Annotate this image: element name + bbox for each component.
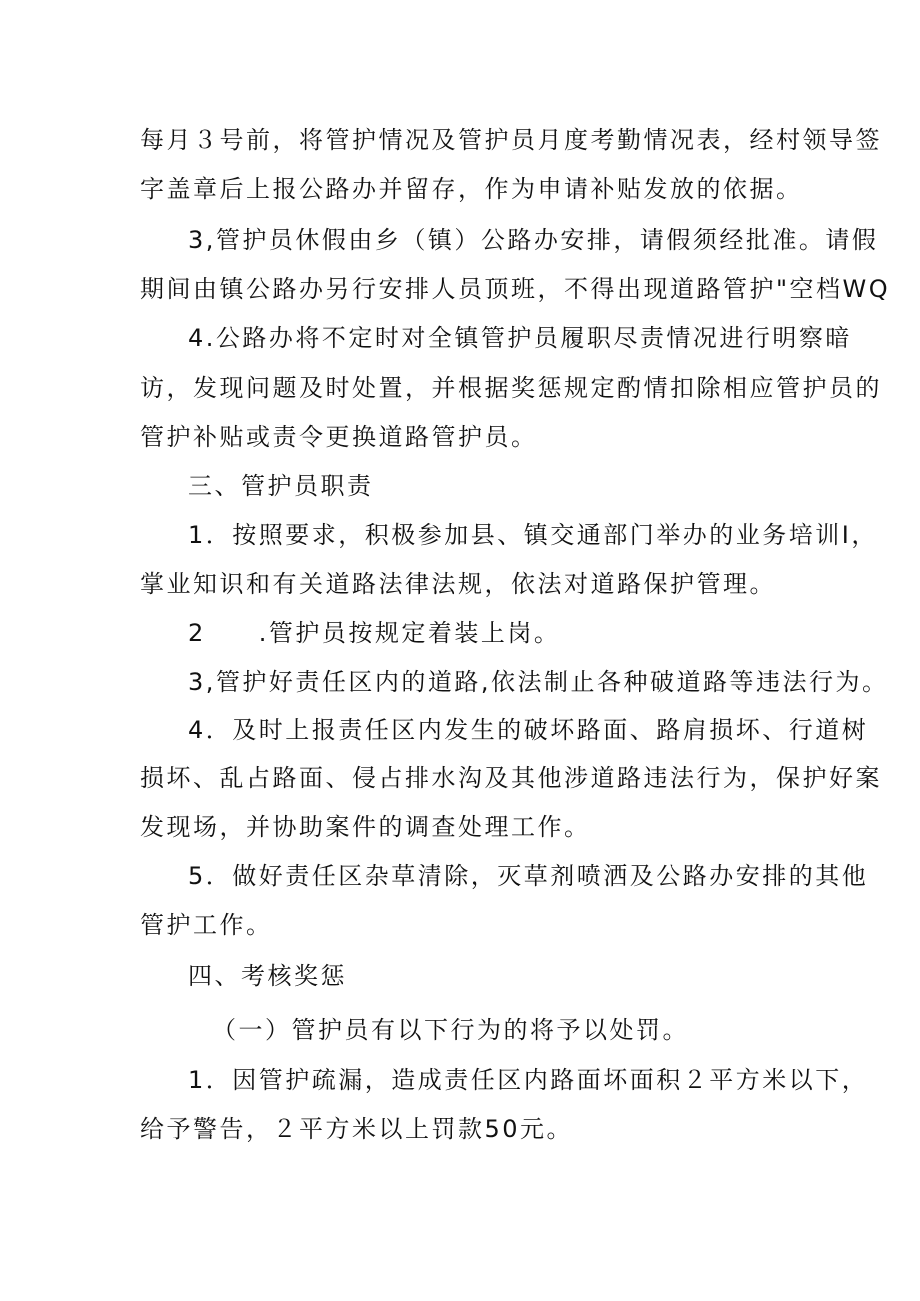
paragraph-line: 发现场，并协助案件的调查处理工作。 [140,813,591,841]
paragraph-line: 每月３号前，将管护情况及管护员月度考勤情况表，经村领导签 [140,126,882,154]
paragraph-line: 1．按照要求，积极参加县、镇交通部门举办的业务培训I， [188,521,878,549]
paragraph-line: 访，发现问题及时处置，并根据奖惩规定酌情扣除相应管护员的 [140,374,882,402]
paragraph-line: 管护工作。 [140,911,273,939]
paragraph-line: 1．因管护疏漏，造成责任区内路面坏面积２平方米以下， [188,1066,869,1094]
section-heading: 三、管护员职责 [188,472,374,500]
paragraph-line: 期间由镇公路办另行安排人员顶班，不得出现道路管护"空档WQ [140,275,891,303]
paragraph-line: 字盖章后上报公路办并留存，作为申请补贴发放的依据。 [140,175,803,203]
paragraph-line: 给予警告，２平方米以上罚款50元。 [140,1115,574,1143]
paragraph-line: 3,管护员休假由乡（镇）公路办安排，请假须经批准。请假 [188,226,879,254]
paragraph-line: 3,管护好责任区内的道路,依法制止各种破道路等违法行为。 [188,668,889,696]
subsection-heading: （一）管护员有以下行为的将予以处罚。 [212,1016,689,1044]
paragraph-line: 4.公路办将不定时对全镇管护员履职尽责情况进行明察暗 [188,324,852,352]
paragraph-line: 5．做好责任区杂草清除，灭草剂喷洒及公路办安排的其他 [188,862,869,890]
paragraph-line: 管护补贴或责令更换道路管护员。 [140,423,538,451]
paragraph-line: 掌业知识和有关道路法律法规，依法对道路保护管理。 [140,570,776,598]
paragraph-line: 损坏、乱占路面、侵占排水沟及其他涉道路违法行为，保护好案 [140,764,882,792]
paragraph-line: 4．及时上报责任区内发生的破坏路面、路肩损坏、行道树 [188,716,869,744]
paragraph-line: 2 .管护员按规定着装上岗。 [188,619,561,647]
section-heading: 四、考核奖惩 [188,962,347,990]
